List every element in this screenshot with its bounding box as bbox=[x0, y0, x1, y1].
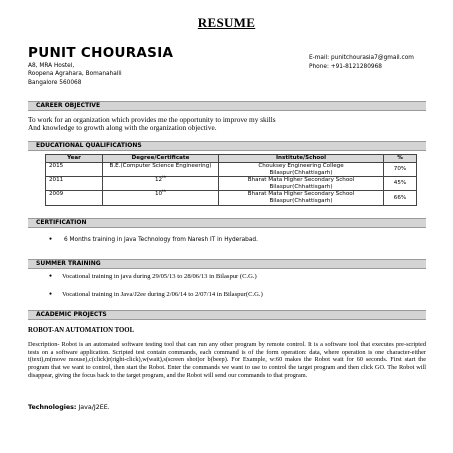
cell-percent: 70% bbox=[384, 163, 417, 177]
section-title: EDUCATIONAL QUALIFICATIONS bbox=[36, 142, 142, 149]
technologies-label: Technologies: bbox=[28, 404, 77, 411]
degree-text: B.E.(Computer Science Engineering) bbox=[109, 163, 212, 169]
cell-percent: 66% bbox=[384, 191, 417, 205]
column-header-percent: % bbox=[384, 155, 417, 163]
bullet-icon: ● bbox=[49, 274, 53, 279]
resume-title bbox=[0, 15, 453, 31]
section-title: CERTIFICATION bbox=[36, 219, 87, 226]
table-row bbox=[46, 191, 417, 205]
address-line-3: Bangalore 560068 bbox=[28, 80, 82, 86]
technologies-value: Java/J2EE. bbox=[76, 404, 110, 411]
column-header-degree: Degree/Certificate bbox=[103, 155, 219, 163]
cell-percent: 45% bbox=[384, 177, 417, 191]
section-header-objective bbox=[28, 101, 426, 111]
candidate-name: PUNIT CHOURASIA bbox=[28, 45, 174, 61]
cell-degree bbox=[103, 188, 219, 205]
section-header-projects bbox=[28, 310, 426, 320]
degree-text: 10 bbox=[154, 191, 163, 198]
table-row bbox=[46, 177, 417, 191]
cell-degree bbox=[103, 163, 219, 180]
cell-year: 2015 bbox=[46, 163, 103, 177]
degree-sup: th bbox=[162, 174, 167, 180]
certification-text: 6 Months training in Java Technology from Naresh IT in Hyderabad. bbox=[64, 237, 258, 243]
cell-institute: Bharat Mata Higher Secondary School Bilaspur(Chhattisgarh) bbox=[219, 191, 384, 205]
cell-institute: Bharat Mata Higher Secondary School Bilaspur(Chhattisgarh) bbox=[219, 177, 384, 191]
section-title: SUMMER TRAINING bbox=[36, 260, 101, 267]
degree-text: 12 bbox=[154, 177, 163, 184]
email-text: E-mail: punitchourasia7@gmail.com bbox=[309, 55, 414, 61]
column-header-institute: Institute/School bbox=[219, 155, 384, 163]
bullet-icon: ● bbox=[49, 237, 53, 242]
section-header-education bbox=[28, 141, 426, 151]
phone-text: Phone: +91-8121280968 bbox=[309, 64, 382, 70]
objective-line: To work for an organization which provides me the opportunity to improve my skills bbox=[28, 115, 276, 124]
cell-institute: Chouksey Engineering College Bilaspur(Chhattisgarh) bbox=[219, 163, 384, 177]
cell-degree bbox=[103, 174, 219, 191]
section-title: CAREER OBJECTIVE bbox=[36, 102, 101, 109]
resume-title-text: RESUME bbox=[197, 15, 256, 30]
technologies-line bbox=[28, 404, 110, 411]
career-objective-text bbox=[28, 116, 428, 132]
table-header-row bbox=[46, 155, 417, 163]
cell-year: 2009 bbox=[46, 191, 103, 205]
section-title: ACADEMIC PROJECTS bbox=[36, 311, 107, 318]
section-header-certification bbox=[28, 218, 426, 228]
table-row bbox=[46, 163, 417, 177]
address-line-2: Roopena Agrahara, Bomanahalli bbox=[28, 71, 122, 77]
objective-line: And knowledge to growth along with the organization objective. bbox=[28, 123, 217, 132]
project-title: ROBOT-AN AUTOMATION TOOL bbox=[28, 327, 135, 334]
cell-year: 2011 bbox=[46, 177, 103, 191]
education-table bbox=[45, 154, 417, 206]
section-header-training bbox=[28, 259, 426, 269]
address-line-1: A8, MRA Hostel, bbox=[28, 63, 75, 69]
training-item: Vocational training in Java/J2ee during 2/06/14 to 2/07/14 in Bilaspur(C.G.) bbox=[62, 291, 263, 298]
project-description: Description- Robot is an automated software testing tool that can run any other program by remote control. It is a software tool that executes pre-scripted tests on a software application. Scripted test contain commands, each command is of the form operation: data, where operation is one character-either t(text),m(move mouse),c(click)r(right-click),w(wait),s(screen shot)or b(beep). For Example, w:60 makes the Robot wait for 60 seconds. First start the program that we want to control, then start the Robot. Enter the commands we want to use to control the target program and then click GO. The Robot will disappear, giving the focus back to the target program, and the Robot will send our commands to that program. bbox=[28, 341, 426, 379]
bullet-icon: ● bbox=[49, 292, 53, 297]
training-item: Vocational training in java during 29/05/13 to 28/06/13 in Bilaspur (C.G.) bbox=[62, 273, 257, 280]
column-header-year: Year bbox=[46, 155, 103, 163]
degree-sup: th bbox=[162, 188, 167, 194]
